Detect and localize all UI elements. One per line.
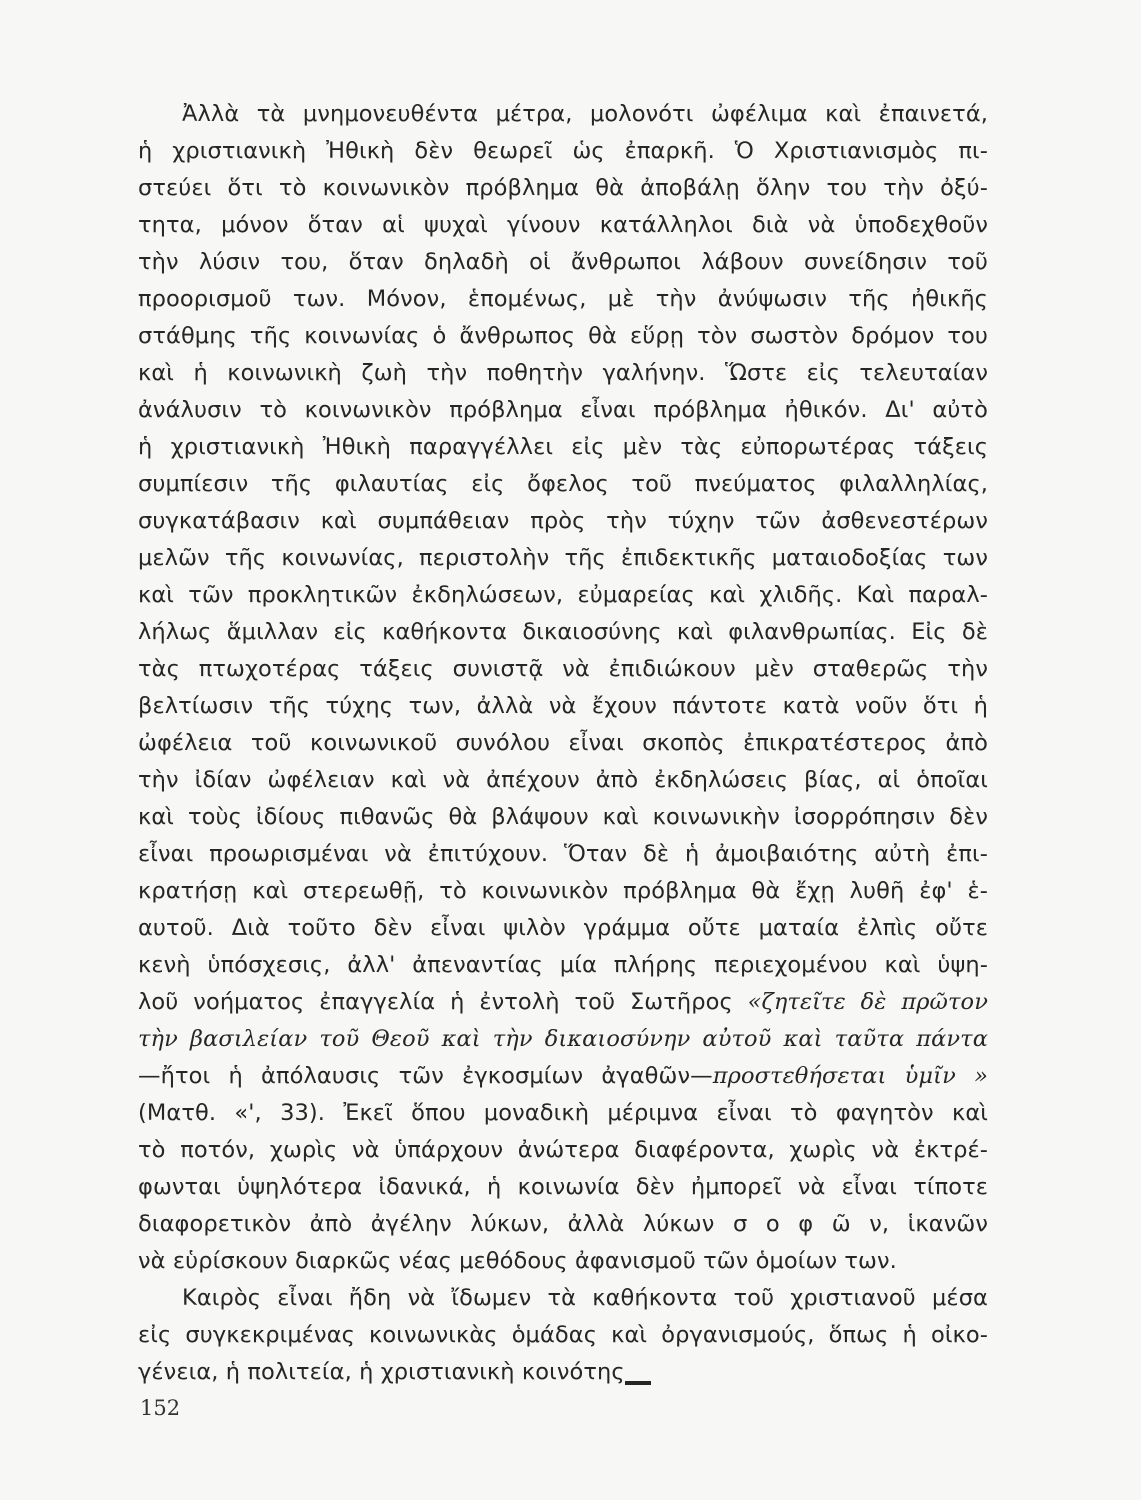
quote-prefix: λοῦ νοήματος ἐπαγγελία ἡ ἐντολὴ τοῦ Σωτῆρος <box>138 989 748 1015</box>
text-line: συμπίεσιν τῆς φιλαυτίας εἰς ὄφελος τοῦ πνεύματος φιλαλληλίας, <box>138 471 988 497</box>
text-line: καὶ ἡ κοινωνικὴ ζωὴ τὴν ποθητὴν γαλήνην. Ὥστε εἰς τελευταίαν <box>138 360 988 386</box>
text-line: κενὴ ὑπόσχεσις, ἀλλ' ἀπεναντίας μία πλήρης περιεχομένου καὶ ὑψη- <box>138 952 988 978</box>
text-line: ὠφέλεια τοῦ κοινωνικοῦ συνόλου εἶναι σκοπὸς ἐπικρατέστερος ἀπὸ <box>138 730 988 756</box>
text-line: στάθμης τῆς κοινωνίας ὁ ἄνθρωπος θὰ εὕρῃ τὸν σωστὸν δρόμον του <box>138 323 988 349</box>
text-line: τὴν ἰδίαν ὠφέλειαν καὶ νὰ ἀπέχουν ἀπὸ ἐκδηλώσεις βίας, αἱ ὁποῖαι <box>138 767 988 793</box>
text-line: εἰς συγκεκριμένας κοινωνικὰς ὁμάδας καὶ ὀργανισμούς, ὅπως ἡ οἰκο- <box>138 1322 988 1348</box>
text-line: Καιρὸς εἶναι ἤδη νὰ ἴδωμεν τὰ καθήκοντα τοῦ χριστιανοῦ μέσα <box>182 1285 988 1311</box>
text-line: συγκατάβασιν καὶ συμπάθειαν πρὸς τὴν τύχην τῶν ἀσθενεστέρων <box>138 508 988 534</box>
text-line: νὰ εὑρίσκουν διαρκῶς νέας μεθόδους ἀφανισμοῦ τῶν ὁμοίων των. <box>138 1248 897 1274</box>
text-line: τητα, μόνον ὅταν αἱ ψυχαὶ γίνουν κατάλληλοι διὰ νὰ ὑποδεχθοῦν <box>138 212 988 238</box>
text-line: Ἀλλὰ τὰ μνημονευθέντα μέτρα, μολονότι ὠφέλιμα καὶ ἐπαινετά, <box>182 101 988 127</box>
text-line: καὶ τοὺς ἰδίους πιθανῶς θὰ βλάψουν καὶ κοινωνικὴν ἰσορρόπησιν δὲν <box>138 804 988 830</box>
text-line: αυτοῦ. Διὰ τοῦτο δὲν εἶναι ψιλὸν γράμμα οὔτε ματαία ἐλπὶς οὔτε <box>138 915 988 941</box>
text-line: προορισμοῦ των. Μόνον, ἑπομένως, μὲ τὴν ἀνύψωσιν τῆς ἠθικῆς <box>138 286 988 312</box>
text-line-content: γένεια, ἡ πολιτεία, ἡ χριστιανικὴ κοινότης <box>138 1359 625 1385</box>
text-line: μελῶν τῆς κοινωνίας, περιστολὴν τῆς ἐπιδεκτικῆς ματαιοδοξίας των <box>138 545 988 571</box>
continuation-dash <box>625 1381 651 1385</box>
text-line: τὸ ποτόν, χωρὶς νὰ ὑπάρχουν ἀνώτερα διαφέροντα, χωρὶς νὰ ἐκτρέ- <box>138 1137 988 1163</box>
text-line: ἡ χριστιανικὴ Ἠθικὴ δὲν θεωρεῖ ὡς ἐπαρκῆ. Ὁ Χριστιανισμὸς πι- <box>138 138 988 164</box>
text-line: τὰς πτωχοτέρας τάξεις συνιστᾷ νὰ ἐπιδιώκουν μὲν σταθερῶς τὴν <box>138 656 988 682</box>
text-line: εἶναι προωρισμέναι νὰ ἐπιτύχουν. Ὅταν δὲ ἡ ἀμοιβαιότης αὐτὴ ἐπι- <box>138 841 988 867</box>
text-line: καὶ τῶν προκλητικῶν ἐκδηλώσεων, εὐμαρείας καὶ χλιδῆς. Καὶ παραλ- <box>138 582 988 608</box>
quote-prefix: —ἤτοι ἡ ἀπόλαυσις τῶν ἐγκοσμίων ἀγαθῶν— <box>138 1063 713 1089</box>
text-line: τὴν λύσιν του, ὅταν δηλαδὴ οἱ ἄνθρωποι λάβουν συνείδησιν τοῦ <box>138 249 988 275</box>
text-line: κρατήσῃ καὶ στερεωθῇ, τὸ κοινωνικὸν πρόβλημα θὰ ἔχῃ λυθῆ ἐφ' ἑ- <box>138 878 988 904</box>
text-line: λήλως ἅμιλλαν εἰς καθήκοντα δικαιοσύνης καὶ φιλανθρωπίας. Εἰς δὲ <box>138 619 988 645</box>
text-line: διαφορετικὸν ἀπὸ ἀγέλην λύκων, ἀλλὰ λύκων σ ο φ ῶ ν, ἱκανῶν <box>138 1211 988 1237</box>
text-line: φωνται ὑψηλότερα ἰδανικά, ἡ κοινωνία δὲν ἠμπορεῖ νὰ εἶναι τίποτε <box>138 1174 988 1200</box>
quote-line <box>138 1058 988 1095</box>
quote-line <box>138 984 988 1021</box>
quote-line: τὴν βασιλείαν τοῦ Θεοῦ καὶ τὴν δικαιοσύνην αὐτοῦ καὶ ταῦτα πάντα <box>138 1026 988 1052</box>
body-text <box>138 96 988 1391</box>
text-line: ἡ χριστιανικὴ Ἠθικὴ παραγγέλλει εἰς μὲν τὰς εὐπορωτέρας τάξεις <box>138 434 988 460</box>
text-line <box>138 1354 988 1391</box>
text-line: βελτίωσιν τῆς τύχης των, ἀλλὰ νὰ ἔχουν πάντοτε κατὰ νοῦν ὅτι ἡ <box>138 693 988 719</box>
text-line: στεύει ὅτι τὸ κοινωνικὸν πρόβλημα θὰ ἀποβάλῃ ὅλην του τὴν ὀξύ- <box>138 175 988 201</box>
text-line: (Ματθ. «', 33). Ἐκεῖ ὅπου μοναδικὴ μέριμνα εἶναι τὸ φαγητὸν καὶ <box>138 1100 988 1126</box>
text-line: ἀνάλυσιν τὸ κοινωνικὸν πρόβλημα εἶναι πρόβλημα ἠθικόν. Δι' αὐτὸ <box>138 397 988 423</box>
quote-italic: «ζητεῖτε δὲ πρῶτον <box>747 989 988 1015</box>
page-number: 152 <box>140 1396 181 1420</box>
quote-italic: προστεθήσεται ὑμῖν » <box>712 1063 988 1089</box>
